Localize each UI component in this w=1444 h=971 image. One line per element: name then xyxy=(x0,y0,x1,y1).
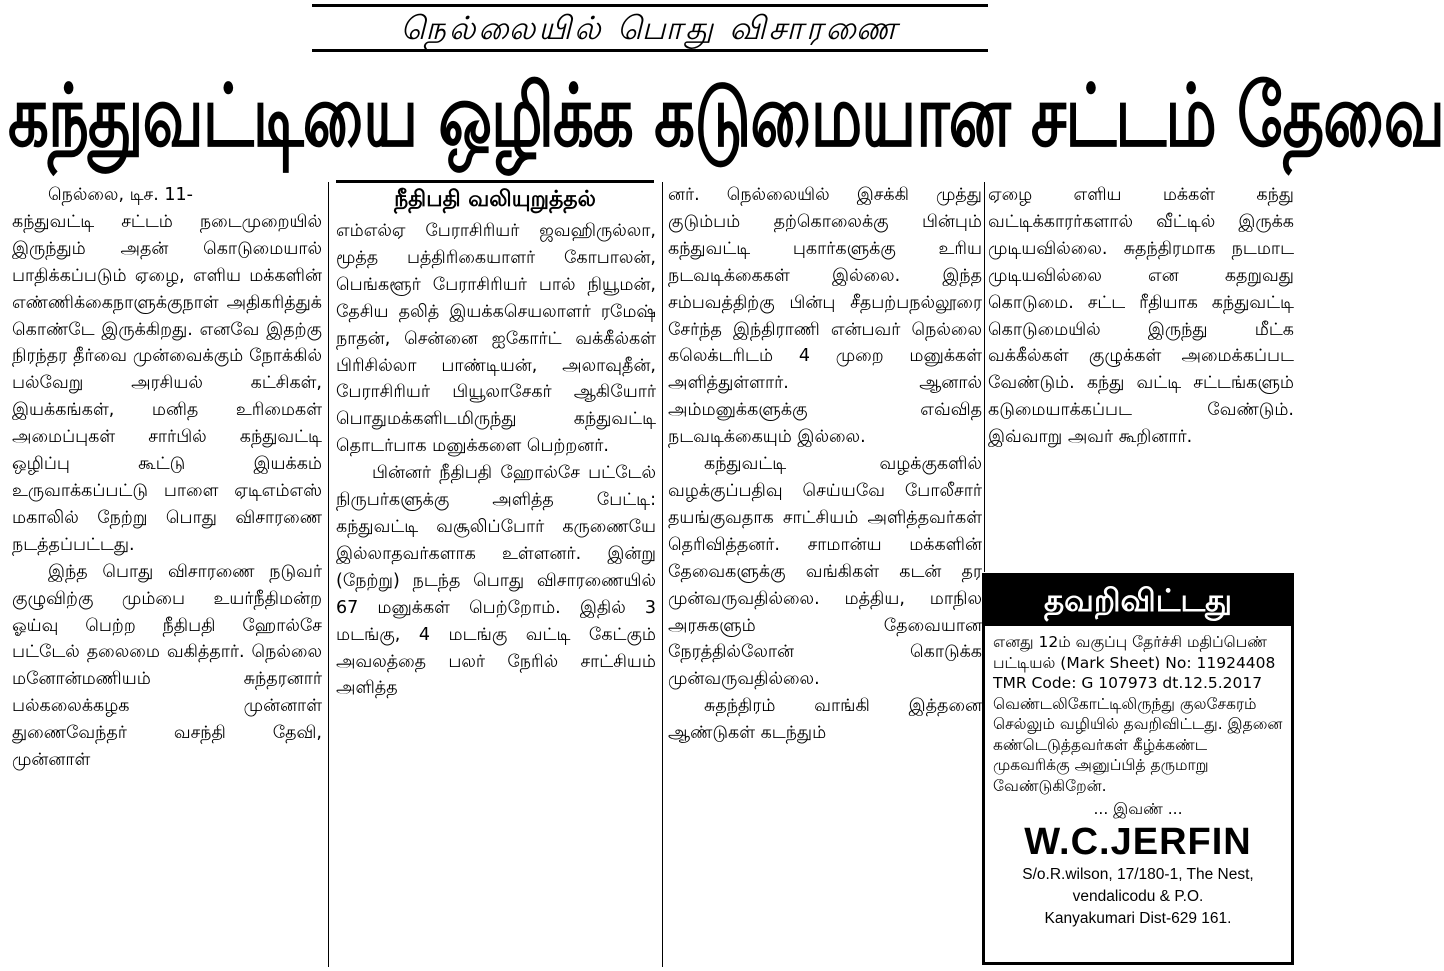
article-column-1 xyxy=(12,182,322,967)
main-headline: கந்துவட்டியை ஒழிக்க கடுமையான சட்டம் தேவை xyxy=(8,67,1444,168)
ad-body-text: எனது 12ம் வகுப்பு தேர்ச்சி மதிப்பெண் பட்டியல் (Mark Sheet) No: 11924408 TMR Code: G 107973 dt.12.5.2017 வெண்டலிகோட்டிலிருந்து குலசேகரம் செல்லும் வழியில் தவறிவிட்டது. இதனை கண்டெடுத்தவர்கள் கீழ்க்கண்ட முகவரிக்கு அனுப்பித் தருமாறு வேண்டுகிறேன். xyxy=(993,633,1283,795)
column-rule xyxy=(328,182,329,967)
column-rule xyxy=(662,182,663,967)
lost-notice-advertisement xyxy=(982,573,1294,965)
paragraph: னர். நெல்லையில் இசக்கி முத்து குடும்பம் தற்கொலைக்கு பின்பும் கந்துவட்டி புகார்களுக்கு உரிய நடவடிக்கைகள் இல்லை. இந்த சம்பவத்திற்கு பின்பு சீதபற்பநல்லூரை சேர்ந்த இந்திராணி என்பவர் நெல்லை கலெக்டரிடம் 4 முறை மனுக்கள் அளித்துள்ளார். ஆனால் அம்மனுக்களுக்கு எவ்வித நடவடிக்கையும் இல்லை. xyxy=(668,185,982,448)
paragraph: கந்துவட்டி சட்டம் நடைமுறையில் இருந்தும் அதன் கொடுமையால் பாதிக்கப்படும் ஏழை, எளிய மக்களின் எண்ணிக்கைநாளுக்குநாள் அதிகரித்துக் கொண்டே இருக்கிறது. எனவே இதற்கு நிரந்தர தீர்வை முன்வைக்கும் நோக்கில் பல்வேறு அரசியல் கட்சிகள், இயக்கங்கள், மனித உரிமைகள் அமைப்புகள் சார்பில் கந்துவட்டி ஒழிப்பு கூட்டு இயக்கம் உருவாக்கப்பட்டு பாளை ஏடிஎம்எஸ் மகாலில் நேற்று பொது விசாரணை நடத்தப்பட்டது. xyxy=(12,211,322,555)
subheading: நீதிபதி வலியுறுத்தல் xyxy=(336,180,654,216)
ad-title: தவறிவிட்டது xyxy=(985,576,1291,626)
ad-address-line: vendalicodu & P.O. xyxy=(1072,888,1204,905)
ad-advertiser-name: W.C.JERFIN xyxy=(1024,821,1252,863)
article-column-3 xyxy=(668,182,982,967)
paragraph: ஏழை எளிய மக்கள் கந்து வட்டிக்காரர்களால் வீட்டில் இருக்க முடியவில்லை. சுதந்திரமாக நடமாட முடியவில்லை என கதறுவது கொடுமை. சட்ட ரீதியாக கந்துவட்டி கொடுமையில் இருந்து மீட்க வக்கீல்கள் குழுக்கள் அமைக்கப்பட வேண்டும். கந்து வட்டி சட்டங்களும் கடுமையாக்கப்பட வேண்டும். இவ்வாறு அவர் கூறினார். xyxy=(988,185,1294,448)
paragraph: இந்த பொது விசாரணை நடுவர் குழுவிற்கு மும்பை உயர்நீதிமன்ற ஓய்வு பெற்ற நீதிபதி ஹோல்சே பட்டேல் தலைமை வகித்தார். நெல்லை மனோன்மணியம் சுந்தரனார் பல்கலைக்கழக முன்னாள் துணைவேந்தர் வசந்தி தேவி, முன்னாள் xyxy=(12,561,322,771)
paragraph: பின்னர் நீதிபதி ஹோல்சே பட்டேல் நிருபர்களுக்கு அளித்த பேட்டி: கந்துவட்டி வசூலிப்போர் கருணையே இல்லாதவர்களாக உள்ளனர். இன்று (நேற்று) நடந்த பொது விசாரணையில் 67 மனுக்கள் பெற்றோம். இதில் 3 மடங்கு, 4 மடங்கு வட்டி கேட்கும் அவலத்தை பலர் நேரில் சாட்சியம் அளித்த xyxy=(336,463,656,699)
ad-address-line: S/o.R.wilson, 17/180-1, The Nest, xyxy=(1022,866,1254,883)
paragraph: எம்எல்ஏ பேராசிரியர் ஜவஹிருல்லா, மூத்த பத்திரிகையாளர் கோபாலன், பெங்களூர் பேராசிரியர் பால் நியூமன், தேசிய தலித் இயக்கசெயலாளர் ரமேஷ் நாதன், சென்னை ஐகோர்ட் வக்கீல்கள் பிரிசில்லா பாண்டியன், அலாவுதீன், பேராசிரியர் பியூலாசேகர் ஆகியோர் பொதுமக்களிடமிருந்து கந்துவட்டி தொடர்பாக மனுக்களை பெற்றனர். xyxy=(336,221,656,457)
ad-signature-label: ... இவண் ... xyxy=(1093,800,1183,818)
article-column-2 xyxy=(336,218,656,967)
ad-address-line: Kanyakumari Dist-629 161. xyxy=(1044,910,1232,927)
kicker-heading: நெல்லையில் பொது விசாரணை xyxy=(312,4,988,52)
paragraph: கந்துவட்டி வழக்குகளில் வழக்குப்பதிவு செய்யவே போலீசார் தயங்குவதாக சாட்சியம் அளித்தவர்கள் தெரிவித்தனர். சாமான்ய மக்களின் தேவைகளுக்கு வங்கிகள் கடன் தர முன்வருவதில்லை. மத்திய, மாநில அரசுகளும் தேவையான நேரத்தில்லோன் கொடுக்க முன்வருவதில்லை. xyxy=(668,454,982,690)
column-rule xyxy=(984,182,985,572)
paragraph: சுதந்திரம் வாங்கி இத்தனை ஆண்டுகள் கடந்தும் xyxy=(668,696,982,744)
article-column-4 xyxy=(988,182,1294,562)
dateline: நெல்லை, டிச. 11- xyxy=(48,185,193,205)
